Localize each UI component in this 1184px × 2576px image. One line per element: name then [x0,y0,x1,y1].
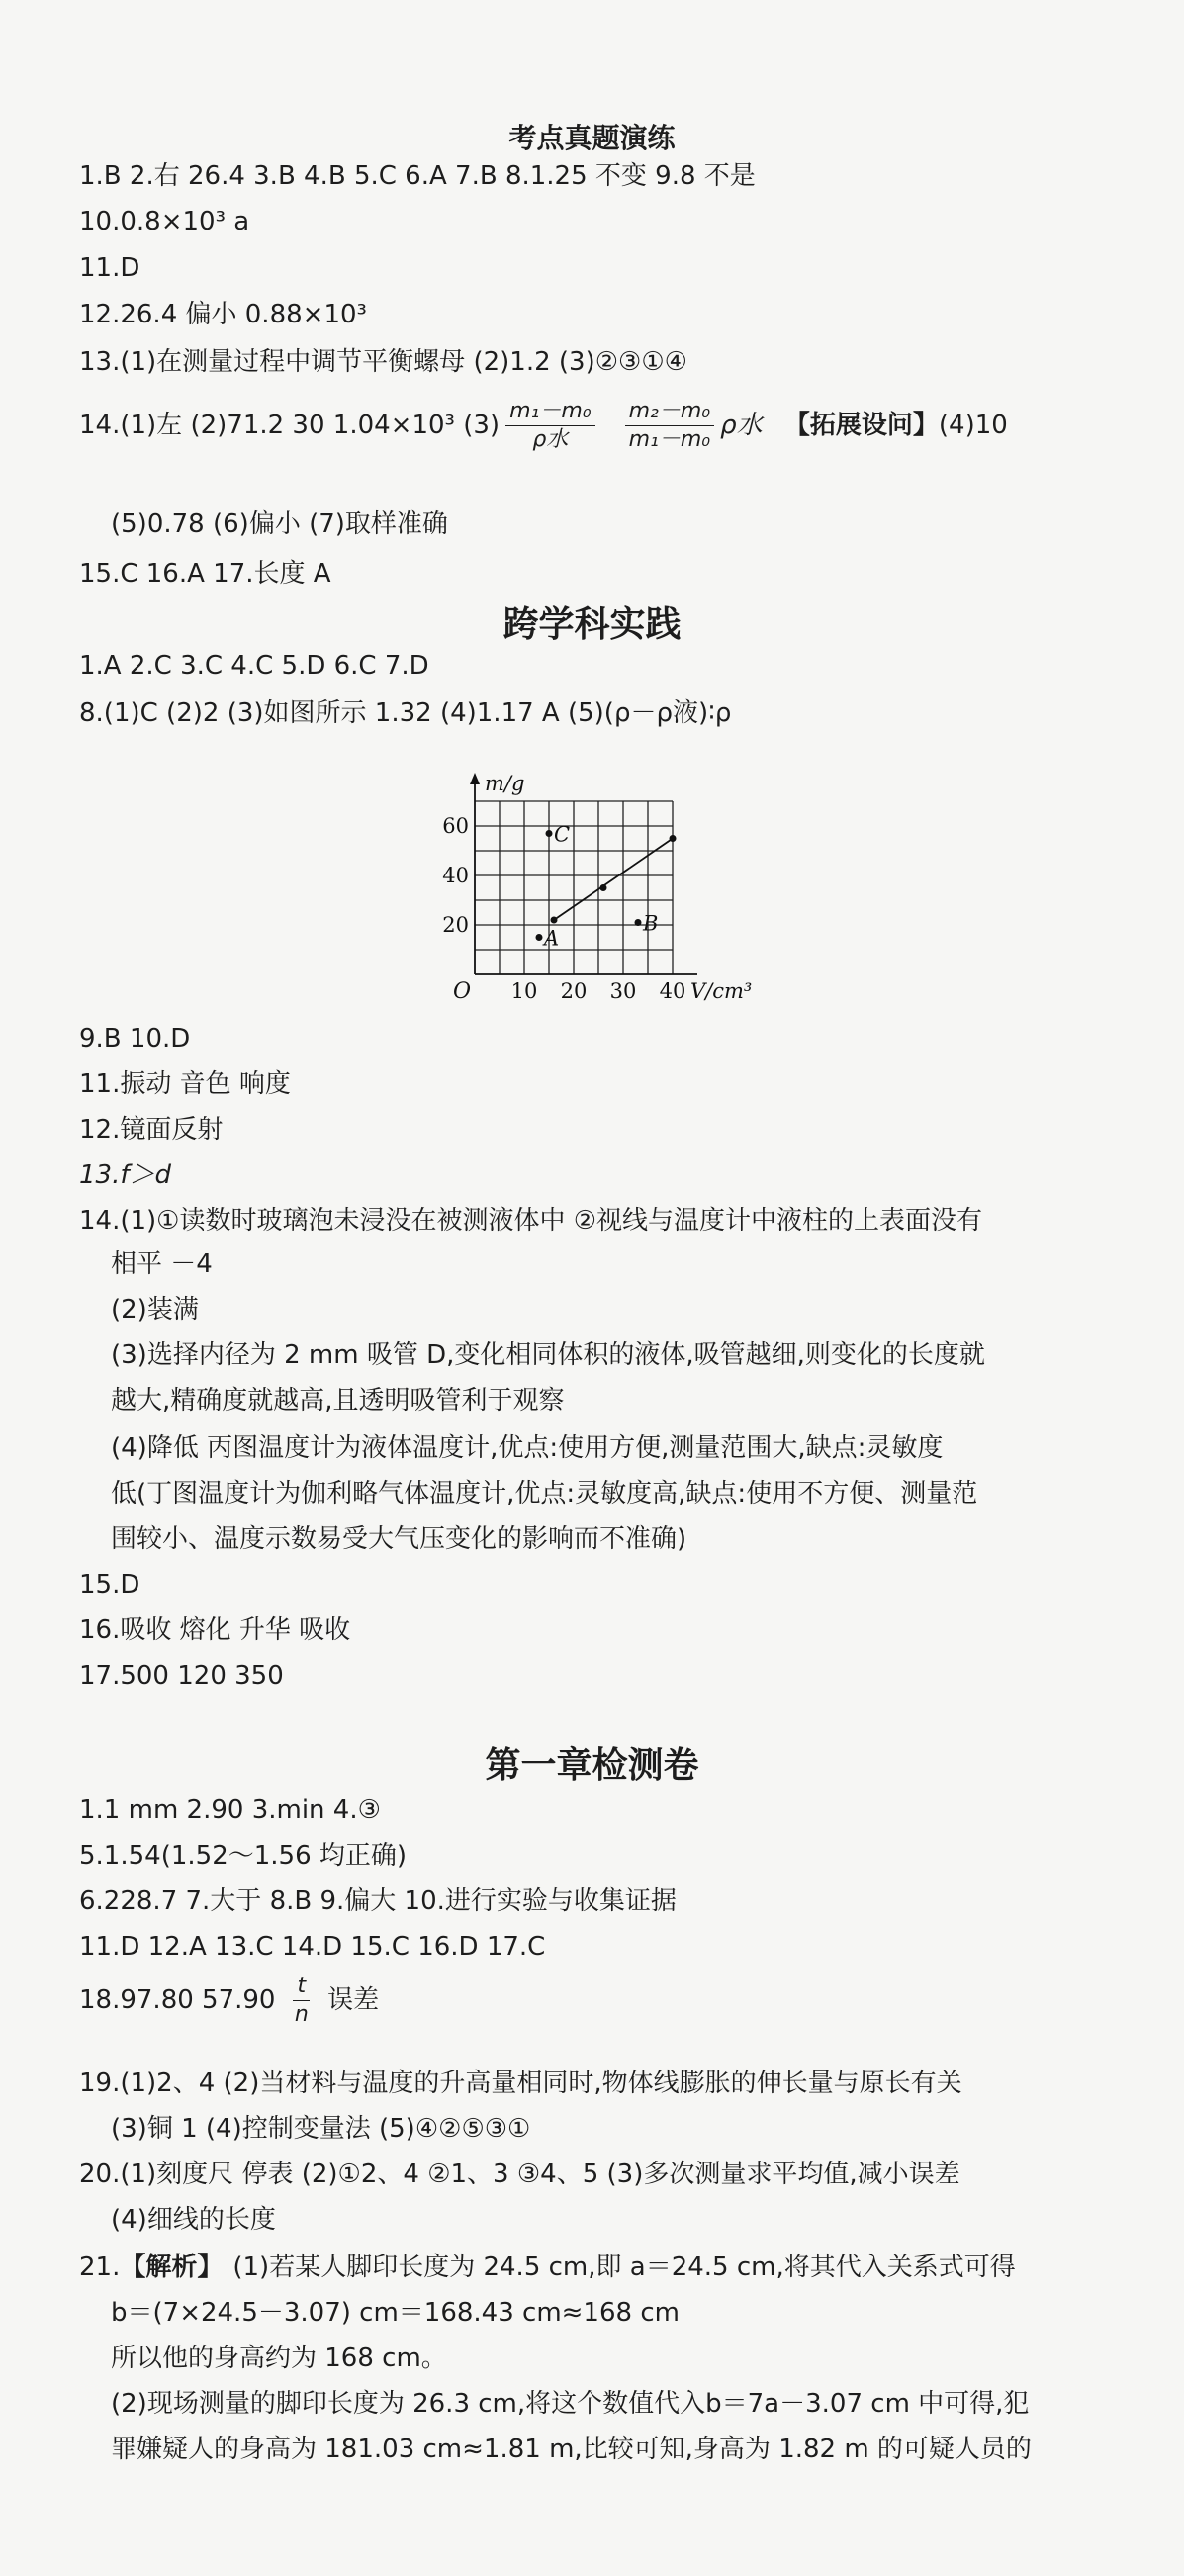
answer-text: 误差 [327,1985,380,2015]
answer-text: (4)10 [938,411,1008,440]
answer-text: (1)若某人脚印长度为 24.5 cm,即 a＝24.5 cm,将其代入关系式可得 [232,2253,1016,2282]
answer-line: b＝(7×24.5－3.07) cm＝168.43 cm≈168 cm [111,2298,680,2328]
x-tick-label: 20 [560,979,588,1003]
point-label: C [554,822,571,847]
answer-line: 1.A 2.C 3.C 4.C 5.D 6.C 7.D [79,651,429,681]
answer-text: 21. [79,2253,121,2282]
answer-line: (3)铜 1 (4)控制变量法 (5)④②⑤③① [111,2114,531,2144]
answer-line: 1.B 2.右 26.4 3.B 4.B 5.C 6.A 7.B 8.1.25 不变 9.8 不是 [79,161,756,191]
answer-line: 相平 －4 [111,1249,213,1279]
fraction [293,1973,310,2029]
answer-line: (4)细线的长度 [111,2205,276,2235]
x-tick-label: 10 [510,979,538,1003]
fraction-denominator: m₁－m₀ [628,427,711,452]
chart-marks [536,823,677,951]
answer-line: 11.振动 音色 响度 [79,1069,291,1099]
analysis-tag: 【解析】 [120,2253,224,2282]
section-title-chapter-test: 第一章检测卷 [485,1744,699,1786]
answer-line-formula [79,1969,379,2032]
answer-line: 11.D [79,253,140,283]
answer-line: 17.500 120 350 [79,1661,284,1691]
answer-line: 所以他的身高约为 168 cm。 [111,2344,447,2373]
fraction [505,398,595,454]
fraction-denominator: ρ水 [532,427,569,452]
answer-line: 围较小、温度示数易受大气压变化的影响而不准确) [111,1524,687,1554]
data-point [670,835,677,842]
data-point [536,934,543,941]
y-axis-arrow [470,773,480,784]
x-tick-label: 30 [609,979,637,1003]
answer-line: 19.(1)2、4 (2)当材料与温度的升高量相同时,物体线膨胀的伸长量与原长有关 [79,2069,962,2098]
answer-line: 14.(1)①读数时玻璃泡未浸没在被测液体中 ②视线与温度计中液柱的上表面没有 [79,1206,983,1236]
origin-label: O [453,979,472,1004]
y-axis-label: m/g [485,772,525,795]
x-axis-label: V/cm³ [690,979,753,1003]
answer-line: (4)降低 丙图温度计为液体温度计,优点:使用方便,测量范围大,缺点:灵敏度 [111,1433,944,1463]
y-tick-label: 60 [442,814,469,838]
fraction-numerator: m₁－m₀ [505,398,595,426]
answer-text: 14.(1)左 (2)71.2 30 1.04×10³ (3) [79,411,501,440]
answer-line: 10.0.8×10³ a [79,207,250,236]
answer-line: 13.(1)在测量过程中调节平衡螺母 (2)1.2 (3)②③①④ [79,347,687,377]
answer-line: 低(丁图温度计为伽利略气体温度计,优点:灵敏度高,缺点:使用不方便、测量范 [111,1479,978,1509]
y-tick-label: 20 [442,913,469,937]
answer-line: 9.B 10.D [79,1024,191,1054]
section-title-exam-practice: 考点真题演练 [508,122,676,154]
fraction-numerator: m₂－m₀ [625,398,715,426]
data-point [546,830,553,837]
answer-line [79,2250,1016,2285]
answer-line: 12.镜面反射 [79,1115,224,1145]
answer-line: (2)现场测量的脚印长度为 26.3 cm,将这个数值代入b＝7a－3.07 cm 中可得,犯 [111,2389,1030,2419]
answer-line: 15.C 16.A 17.长度 A [79,559,331,589]
mass-volume-chart [435,737,772,1014]
extension-tag: 【拓展设问】 [783,411,939,440]
answer-line-formula [79,394,1008,457]
fraction-denominator: n [294,2002,309,2027]
answer-line: 罪嫌疑人的身高为 181.03 cm≈1.81 m,比较可知,身高为 1.82 m 的可疑人员的 [111,2435,1032,2464]
answer-line: 越大,精确度就越高,且透明吸管利于观察 [111,1386,565,1416]
chart-axes [442,772,752,1004]
answer-line: 8.(1)C (2)2 (3)如图所示 1.32 (4)1.17 A (5)(ρ－ρ液)∶ρ [79,698,732,728]
answer-line: 13.f＞d [79,1160,172,1190]
answer-line: (5)0.78 (6)偏小 (7)取样准确 [111,509,448,539]
answer-line: 20.(1)刻度尺 停表 (2)①2、4 ②1、3 ③4、5 (3)多次测量求平均值,减小误差 [79,2160,960,2189]
point-label: A [544,926,560,951]
answer-text: 18.97.80 57.90 [79,1985,276,2015]
data-point [551,917,558,924]
answer-line: 1.1 mm 2.90 3.min 4.③ [79,1795,381,1825]
section-title-interdisciplinary: 跨学科实践 [502,603,682,645]
answer-line: 16.吸收 熔化 升华 吸收 [79,1615,351,1645]
answer-line: (3)选择内径为 2 mm 吸管 D,变化相同体积的液体,吸管越细,则变化的长度就 [111,1340,985,1370]
point-label: B [643,911,659,936]
answer-line: 11.D 12.A 13.C 14.D 15.C 16.D 17.C [79,1932,546,1962]
answer-line: 5.1.54(1.52～1.56 均正确) [79,1841,408,1871]
answer-line: 6.228.7 7.大于 8.B 9.偏大 10.进行实验与收集证据 [79,1886,677,1916]
data-point [635,919,642,926]
y-tick-label: 40 [442,864,469,887]
x-tick-label: 40 [659,979,686,1003]
fraction [625,398,715,454]
fraction-numerator: t [293,1973,310,2001]
data-point [600,884,607,891]
chart-grid [475,801,673,974]
answer-line: 12.26.4 偏小 0.88×10³ [79,300,367,329]
answer-text: ρ水 [720,411,763,440]
answer-line: 15.D [79,1570,140,1600]
answer-line: (2)装满 [111,1295,199,1325]
